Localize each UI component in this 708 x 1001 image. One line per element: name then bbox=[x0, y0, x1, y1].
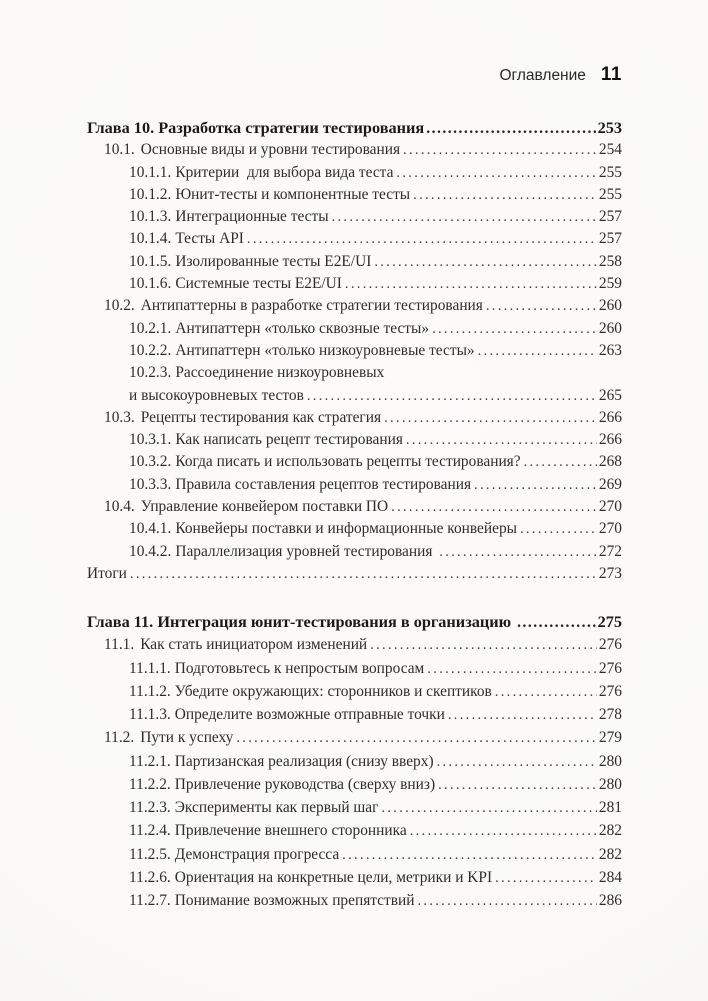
dot-leader bbox=[520, 518, 597, 540]
toc-entry bbox=[85, 251, 622, 273]
entry-number: 10.2.3. bbox=[129, 364, 172, 382]
toc-entry bbox=[85, 184, 622, 206]
entry-page-number: 286 bbox=[598, 892, 622, 910]
entry-page-number: 263 bbox=[598, 341, 622, 359]
toc-entry bbox=[85, 362, 622, 384]
toc-entry bbox=[85, 843, 622, 866]
entry-title: Основные виды и уровни тестирования bbox=[140, 141, 401, 159]
toc-entry bbox=[85, 340, 622, 362]
entry-number: 10.4.1. bbox=[129, 520, 172, 538]
dot-leader bbox=[517, 610, 595, 634]
dot-leader bbox=[332, 206, 597, 228]
entry-page-number: 276 bbox=[598, 682, 622, 700]
dot-leader bbox=[342, 843, 597, 867]
entry-number: 10.1.4. bbox=[129, 230, 172, 248]
entry-title: Рецепты тестирования как стратегия bbox=[140, 408, 382, 426]
entry-title: Антипаттерн «только сквозные тесты» bbox=[175, 319, 430, 337]
toc-entry bbox=[85, 474, 622, 496]
dot-leader bbox=[495, 680, 597, 704]
entry-number: 10.1. bbox=[104, 141, 135, 159]
entry-page-number: 265 bbox=[598, 386, 622, 404]
entry-title: Рассоединение низкоуровневых bbox=[175, 364, 385, 382]
entry-page-number: 257 bbox=[598, 208, 622, 226]
dot-leader bbox=[345, 273, 597, 295]
dot-leader bbox=[247, 228, 597, 250]
entry-title: Юнит-тесты и компонентные тесты bbox=[175, 185, 411, 203]
entry-page-number: 281 bbox=[598, 799, 622, 817]
dot-leader bbox=[370, 633, 597, 657]
dot-leader bbox=[432, 318, 597, 340]
entry-page-number: 276 bbox=[598, 659, 622, 677]
entry-number: 11.2.5. bbox=[129, 845, 171, 863]
entry-page-number: 284 bbox=[598, 868, 622, 886]
chapter-page-number: 275 bbox=[597, 612, 622, 632]
entry-title: Партизанская реализация (снизу вверх) bbox=[174, 752, 434, 770]
entry-title: Эксперименты как первый шаг bbox=[174, 799, 379, 817]
entry-title: Изолированные тесты E2E/UI bbox=[175, 252, 372, 270]
toc-entry bbox=[85, 451, 622, 473]
entry-number: 10.1.5. bbox=[129, 252, 172, 270]
entry-title: Как написать рецепт тестирования bbox=[175, 431, 403, 449]
dot-leader bbox=[439, 541, 597, 563]
toc-entry bbox=[85, 228, 622, 250]
chapter-block bbox=[85, 610, 622, 912]
dot-leader bbox=[130, 563, 597, 585]
dot-leader bbox=[413, 184, 597, 206]
entry-number: 10.2.2. bbox=[129, 341, 172, 359]
dot-leader bbox=[417, 889, 596, 913]
dot-leader bbox=[381, 796, 596, 820]
running-header bbox=[85, 64, 622, 86]
entry-page-number: 268 bbox=[598, 453, 622, 471]
entry-number: 10.1.2. bbox=[129, 185, 172, 203]
entry-number: 10.2.1. bbox=[129, 319, 172, 337]
dot-leader bbox=[426, 117, 595, 140]
entry-title: Когда писать и использовать рецепты тестирования? bbox=[175, 453, 521, 471]
entry-title: Ориентация на конкретные цели, метрики и KPI bbox=[174, 868, 493, 886]
entry-title: Управление конвейером поставки ПО bbox=[140, 498, 389, 516]
header-title: Оглавление bbox=[499, 67, 586, 84]
toc-entry bbox=[85, 429, 622, 451]
entry-title: Тесты API bbox=[175, 230, 244, 248]
dot-leader bbox=[495, 866, 597, 890]
entry-number: 10.1.3. bbox=[129, 208, 172, 226]
dot-leader bbox=[236, 726, 597, 750]
entry-page-number: 280 bbox=[598, 752, 622, 770]
entry-page-number: 255 bbox=[598, 185, 622, 203]
entry-number: 11.2.3. bbox=[129, 799, 171, 817]
toc-entry bbox=[85, 518, 622, 540]
entry-page-number: 257 bbox=[598, 230, 622, 248]
entry-title: Как стать инициатором изменений bbox=[140, 636, 368, 654]
chapter-title: Глава 10. Разработка стратегии тестирования bbox=[87, 118, 425, 137]
toc-entry bbox=[85, 295, 622, 317]
entry-number: 11.2.6. bbox=[129, 868, 171, 886]
dot-leader bbox=[438, 773, 597, 797]
entry-number: 10.4. bbox=[104, 498, 135, 516]
toc-entry bbox=[85, 773, 622, 796]
entry-page-number: 272 bbox=[598, 542, 622, 560]
chapter-heading-row bbox=[85, 610, 622, 633]
entry-page-number: 258 bbox=[598, 252, 622, 270]
entry-title: Интеграционные тесты bbox=[175, 208, 329, 226]
chapter-block bbox=[85, 117, 622, 585]
dot-leader bbox=[448, 703, 597, 727]
entry-page-number: 282 bbox=[598, 822, 622, 840]
toc-entry bbox=[85, 563, 622, 585]
entry-number: 10.1.6. bbox=[129, 275, 172, 293]
entry-title: Определите возможные отправные точки bbox=[174, 706, 445, 724]
toc-entry bbox=[85, 796, 622, 819]
entry-title: Итоги bbox=[87, 564, 127, 582]
entry-number: 10.3.1. bbox=[129, 431, 172, 449]
entry-page-number: 276 bbox=[598, 636, 622, 654]
entry-title: Подготовьтесь к непростым вопросам bbox=[174, 659, 425, 677]
entry-page-number: 266 bbox=[598, 408, 622, 426]
dot-leader bbox=[403, 139, 597, 161]
entry-title: Пути к успеху bbox=[140, 729, 234, 747]
entry-number: 10.3. bbox=[104, 408, 135, 426]
toc-entry bbox=[85, 407, 622, 429]
dot-leader bbox=[374, 251, 597, 273]
toc-entry bbox=[85, 273, 622, 295]
dot-leader bbox=[524, 451, 597, 473]
entry-page-number: 270 bbox=[598, 498, 622, 516]
dot-leader bbox=[486, 295, 597, 317]
entry-number: 11.2.1. bbox=[129, 752, 171, 770]
dot-leader bbox=[307, 385, 597, 407]
toc-entry bbox=[85, 541, 622, 563]
entry-number: 11.1. bbox=[104, 636, 135, 654]
entry-title: Убедите окружающих: сторонников и скептиков bbox=[174, 682, 492, 700]
toc-entry bbox=[85, 633, 622, 656]
dot-leader bbox=[410, 819, 597, 843]
entry-number: 11.1.3. bbox=[129, 706, 171, 724]
entry-number: 10.4.2. bbox=[129, 542, 172, 560]
dot-leader bbox=[437, 750, 597, 774]
toc-entry bbox=[85, 726, 622, 749]
dot-leader bbox=[391, 496, 597, 518]
entry-title: Привлечение внешнего сторонника bbox=[174, 822, 407, 840]
toc-entry bbox=[85, 750, 622, 773]
entry-number: 11.1.1. bbox=[129, 659, 171, 677]
entry-number: 11.2. bbox=[104, 729, 135, 747]
entry-page-number: 270 bbox=[598, 520, 622, 538]
entry-page-number: 269 bbox=[598, 475, 622, 493]
entry-page-number: 279 bbox=[598, 729, 622, 747]
entry-number: 11.2.4. bbox=[129, 822, 171, 840]
toc-entry bbox=[85, 206, 622, 228]
entry-title: Антипаттерны в разработке стратегии тестирования bbox=[140, 297, 483, 315]
toc-entry bbox=[85, 139, 622, 161]
entry-title: и высокоуровневых тестов bbox=[129, 386, 304, 404]
entry-title: Параллелизация уровней тестирования bbox=[175, 542, 437, 560]
dot-leader bbox=[474, 474, 597, 496]
entry-title: Критерии для выбора вида теста bbox=[175, 163, 394, 181]
entry-page-number: 254 bbox=[598, 141, 622, 159]
entry-number: 10.1.1. bbox=[129, 163, 172, 181]
entry-page-number: 278 bbox=[598, 706, 622, 724]
entry-title: Правила составления рецептов тестирования bbox=[175, 475, 472, 493]
toc-entry bbox=[85, 866, 622, 889]
toc-entry bbox=[85, 889, 622, 912]
header-page-number: 11 bbox=[600, 64, 622, 85]
toc-entry bbox=[85, 657, 622, 680]
chapter-page-number: 253 bbox=[597, 118, 622, 137]
entry-number: 10.2. bbox=[104, 297, 135, 315]
dot-leader bbox=[406, 429, 597, 451]
chapter-title: Глава 11. Интеграция юнит-тестирования в организацию bbox=[87, 612, 516, 632]
table-of-contents bbox=[85, 117, 622, 912]
entry-page-number: 255 bbox=[598, 163, 622, 181]
entry-page-number: 266 bbox=[598, 431, 622, 449]
dot-leader bbox=[396, 162, 596, 184]
toc-entry bbox=[85, 819, 622, 842]
entry-title: Конвейеры поставки и информационные конвейеры bbox=[175, 520, 517, 538]
toc-entry bbox=[85, 680, 622, 703]
toc-entry bbox=[85, 162, 622, 184]
entry-number: 11.2.2. bbox=[129, 775, 171, 793]
entry-page-number: 280 bbox=[598, 775, 622, 793]
toc-entry bbox=[85, 496, 622, 518]
toc-entry bbox=[85, 703, 622, 726]
dot-leader bbox=[427, 657, 597, 681]
entry-title: Антипаттерн «только низкоуровневые тесты» bbox=[175, 341, 475, 359]
entry-title: Системные тесты E2E/UI bbox=[175, 275, 342, 293]
entry-title: Привлечение руководства (сверху вниз) bbox=[174, 775, 436, 793]
dot-leader bbox=[384, 407, 597, 429]
entry-number: 11.1.2. bbox=[129, 682, 171, 700]
toc-entry bbox=[85, 385, 622, 407]
entry-title: Демонстрация прогресса bbox=[174, 845, 340, 863]
dot-leader bbox=[478, 340, 597, 362]
entry-page-number: 273 bbox=[598, 564, 622, 582]
entry-page-number: 260 bbox=[598, 297, 622, 315]
entry-number: 11.2.7. bbox=[129, 892, 171, 910]
entry-number: 10.3.3. bbox=[129, 475, 172, 493]
chapter-heading-row bbox=[85, 117, 622, 139]
entry-page-number: 259 bbox=[598, 275, 622, 293]
entry-number: 10.3.2. bbox=[129, 453, 172, 471]
entry-title: Понимание возможных препятствий bbox=[174, 892, 415, 910]
entry-page-number: 282 bbox=[598, 845, 622, 863]
entry-page-number: 260 bbox=[598, 319, 622, 337]
toc-entry bbox=[85, 318, 622, 340]
